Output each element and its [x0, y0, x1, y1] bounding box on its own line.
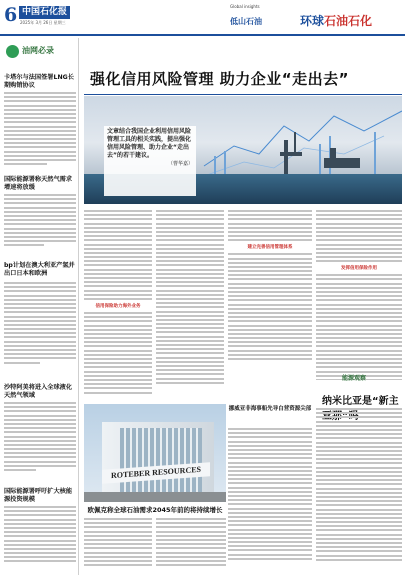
pull-quote-signature: （曹华嘉）: [167, 161, 193, 167]
header-rule: [0, 34, 405, 36]
article-column: [316, 210, 402, 380]
brief-headline: 卡塔尔与法国签署LNG长期购销协议: [4, 74, 74, 89]
building-glass: [120, 428, 202, 492]
title-rule: [84, 94, 402, 95]
brief-body: [4, 92, 76, 170]
pull-quote: [104, 126, 196, 196]
article-column: [84, 518, 152, 574]
section-name: 环球: [300, 14, 325, 28]
brief-body: [4, 506, 76, 572]
article-column: [228, 210, 312, 360]
building-sign: ROTEBER RESOURCES: [102, 462, 210, 484]
photo-caption: 欧佩克称全球石油需求2045年前的将持续增长: [87, 506, 223, 514]
oil-drop-icon: [6, 45, 19, 58]
article-subhead: 建立完善信用管理体系: [247, 245, 293, 251]
page-headline: 强化信用风险管理 助力企业“走出去”: [90, 70, 349, 88]
column-logo: 能源观察: [342, 375, 367, 382]
section-title: [300, 12, 372, 29]
article-column: [84, 210, 152, 400]
brief-headline: 国际能源署呼吁扩大核能源投资规模: [4, 488, 73, 503]
brief-logo-text: 油网必录: [22, 46, 54, 55]
hero-photo: [84, 96, 402, 204]
article-column: [316, 408, 402, 574]
small-story-headline: 挪威亚非海事船先导白营资源尖部: [228, 406, 312, 412]
article-column: [156, 210, 224, 400]
date-line: 2025年 3月 26日 星期三: [20, 20, 66, 25]
brief-headline: 沙特阿美将进入全球液化天然气领域: [4, 384, 73, 399]
brief-body: [4, 282, 76, 378]
section-name-accent: 石油石化: [324, 14, 373, 28]
building-ground: [84, 492, 226, 502]
article-column: [156, 518, 226, 574]
article-subhead: 发挥信用保险作用: [341, 266, 377, 272]
brief-body: [4, 194, 76, 254]
paper-name: 中国石化报: [19, 6, 70, 19]
editor-label: Global insights: [230, 4, 260, 9]
page-number: 6: [4, 4, 18, 26]
brief-headline: bp计划在澳大利亚产氢并出口日本和欧洲: [4, 262, 75, 277]
building-photo: [84, 404, 226, 502]
brief-body: [4, 402, 76, 484]
column-divider: [78, 38, 79, 575]
article-column: [228, 428, 312, 574]
editor-name: 低山石油: [230, 17, 262, 26]
article-subhead: 信用保险助力海外业务: [95, 303, 141, 309]
brief-headline: 国际能源署称天然气需求增速将放缓: [4, 176, 73, 191]
pull-quote-text: 文章结合我国企业利用信用风险管理工具的相关实践，提出强化信用风险管理、助力企业“走出去”的若干建议。: [107, 128, 192, 159]
story-headline: 纳米比亚是“新主: [322, 396, 399, 407]
